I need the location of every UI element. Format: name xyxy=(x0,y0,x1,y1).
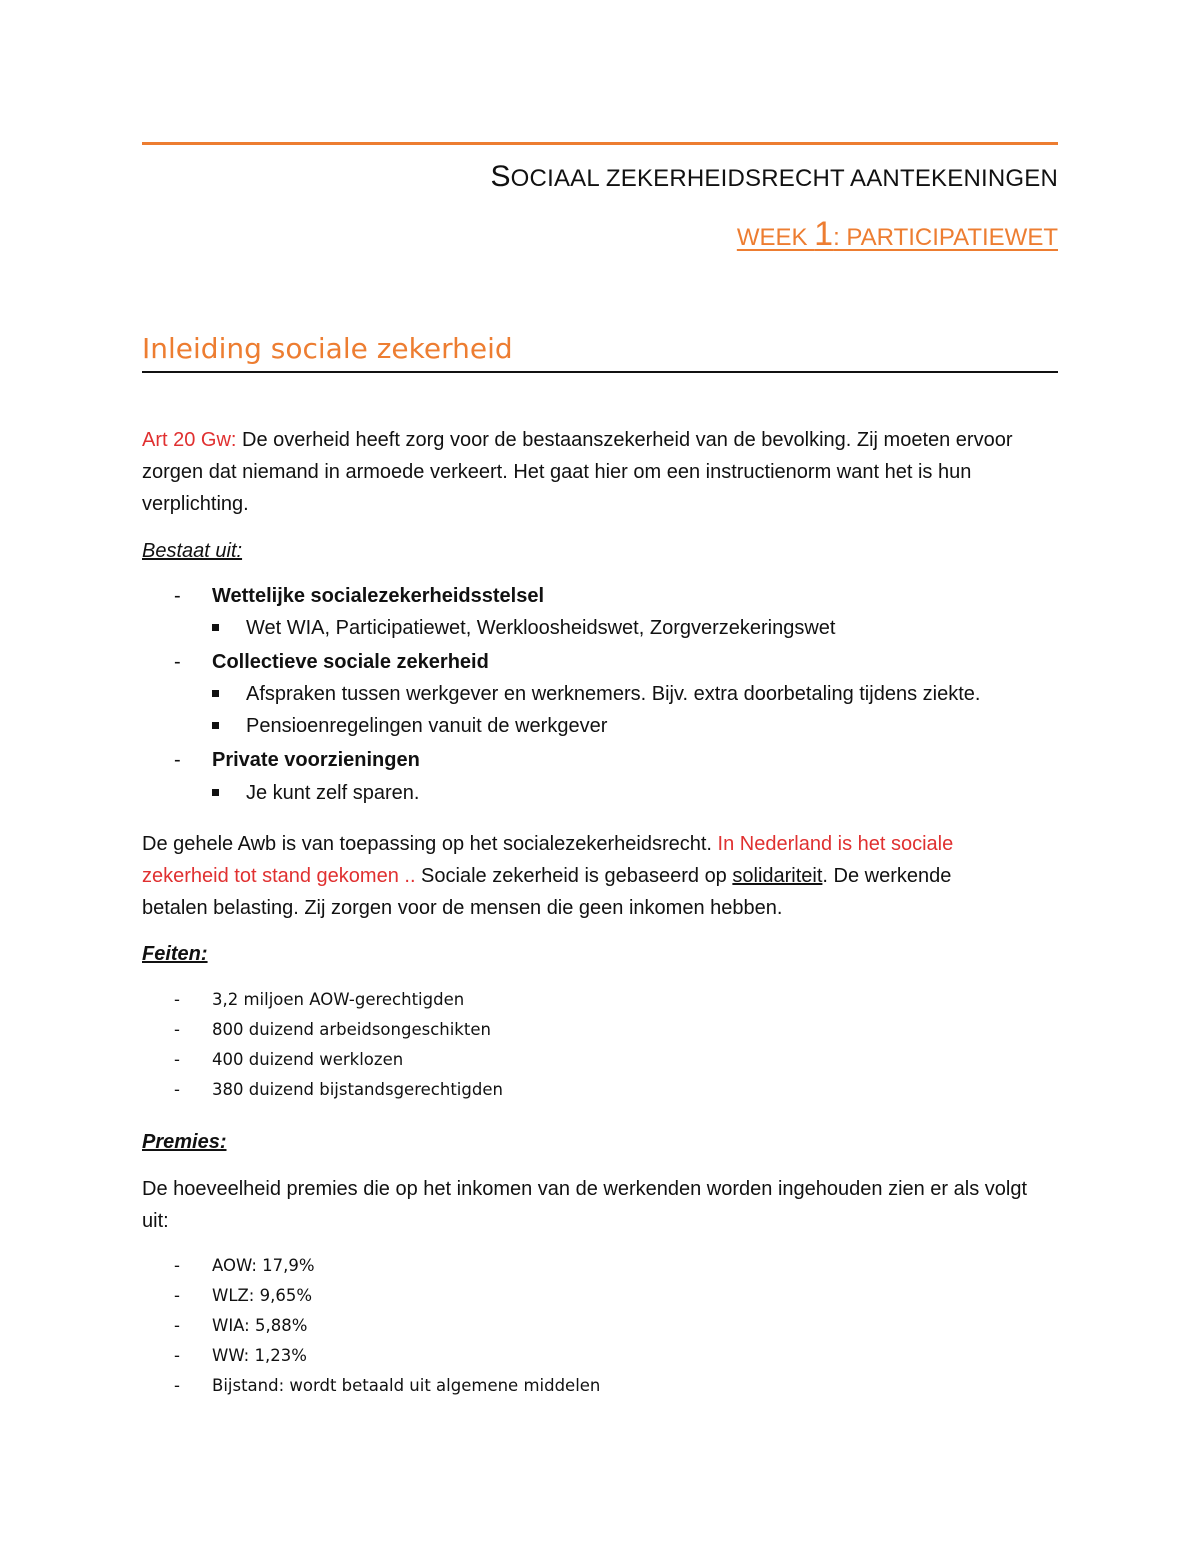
list-item-title: Private voorzieningen xyxy=(212,749,420,771)
document-title xyxy=(142,160,1058,194)
sub-list-text: Je kunt zelf sparen. xyxy=(246,782,420,804)
list-item-title: Collectieve sociale zekerheid xyxy=(212,651,489,673)
bestaat-uit-label: Bestaat uit: xyxy=(142,540,243,562)
premies-intro: De hoeveelheid premies die op het inkomen van de werkenden worden ingehouden zien er als volgt uit: xyxy=(142,1178,1028,1232)
intro-paragraph xyxy=(142,424,1058,520)
list-item: - 400 duizend werklozen xyxy=(174,1050,404,1069)
premie-text: Bijstand: wordt betaald uit algemene middelen xyxy=(212,1376,601,1395)
square-bullet-icon xyxy=(212,690,219,697)
header-rule xyxy=(142,142,1058,145)
subtitle-week: WEEK xyxy=(736,224,815,251)
list-dash: - xyxy=(174,651,181,673)
title-rest: OCIAAL ZEKERHEIDSRECHT AANTEKENINGEN xyxy=(510,165,1058,192)
article-label: Art 20 Gw: xyxy=(142,429,237,451)
awb-text-5: . De werkende betalen belasting. Zij zorgen voor de mensen die geen inkomen hebben. xyxy=(142,865,952,919)
awb-text-underlined: solidariteit xyxy=(732,865,823,887)
sub-list-text: Wet WIA, Participatiewet, Werkloosheidswet, Zorgverzekeringswet xyxy=(246,617,836,639)
feit-text: 400 duizend werklozen xyxy=(212,1050,404,1069)
sub-list-item xyxy=(0,612,1200,644)
feit-text: 800 duizend arbeidsongeschikten xyxy=(212,1020,491,1039)
subtitle-number: 1 xyxy=(814,215,834,253)
sub-list-item xyxy=(0,710,1200,742)
sub-list-text: Afspraken tussen werkgever en werknemers. Bijv. extra doorbetaling tijdens ziekte. xyxy=(246,683,981,705)
square-bullet-icon xyxy=(212,624,219,631)
awb-paragraph xyxy=(142,828,1022,924)
list-item: - WW: 1,23% xyxy=(174,1346,307,1365)
premie-text: WLZ: 9,65% xyxy=(212,1286,313,1305)
awb-text-3: Sociale zekerheid is gebaseerd op xyxy=(415,865,733,887)
list-item: - 3,2 miljoen AOW-gerechtigden xyxy=(174,990,465,1009)
feit-text: 3,2 miljoen AOW-gerechtigden xyxy=(212,990,465,1009)
list-item xyxy=(0,646,1200,678)
list-item: - WIA: 5,88% xyxy=(174,1316,308,1335)
list-item: - WLZ: 9,65% xyxy=(174,1286,313,1305)
list-item: - AOW: 17,9% xyxy=(174,1256,315,1275)
list-item: - Bijstand: wordt betaald uit algemene middelen xyxy=(174,1376,601,1395)
premies-label: Premies: xyxy=(142,1131,227,1153)
awb-text-1: De gehele Awb is van toepassing op het socialezekerheidsrecht. xyxy=(142,833,718,855)
section-heading: Inleiding sociale zekerheid xyxy=(142,332,1058,373)
list-item xyxy=(0,580,1200,612)
square-bullet-icon xyxy=(212,722,219,729)
premie-text: WW: 1,23% xyxy=(212,1346,307,1365)
square-bullet-icon xyxy=(212,789,219,796)
awb-text-red: In Nederland is het sociale zekerheid tot stand gekomen .. xyxy=(142,833,954,887)
list-dash: - xyxy=(174,585,181,607)
intro-text: De overheid heeft zorg voor de bestaanszekerheid van de bevolking. Zij moeten ervoor zorgen dat niemand in armoede verkeert. Het gaat hier om een instructienorm want het is hun verplichting. xyxy=(142,429,1013,515)
list-item xyxy=(0,744,1200,776)
feit-text: 380 duizend bijstandsgerechtigden xyxy=(212,1080,503,1099)
feiten-label: Feiten: xyxy=(142,943,208,965)
list-dash: - xyxy=(174,749,181,771)
list-item-title: Wettelijke socialezekerheidsstelsel xyxy=(212,585,545,607)
premie-text: AOW: 17,9% xyxy=(212,1256,315,1275)
sub-list-item xyxy=(0,678,1200,710)
sub-list-text: Pensioenregelingen vanuit de werkgever xyxy=(246,715,608,737)
sub-list-item xyxy=(0,777,1200,809)
premie-text: WIA: 5,88% xyxy=(212,1316,308,1335)
list-item: - 380 duizend bijstandsgerechtigden xyxy=(174,1080,503,1099)
document-subtitle xyxy=(142,215,1058,254)
list-item: - 800 duizend arbeidsongeschikten xyxy=(174,1020,491,1039)
subtitle-topic: : PARTICIPATIEWET xyxy=(833,224,1058,251)
title-first-letter: S xyxy=(490,160,511,193)
